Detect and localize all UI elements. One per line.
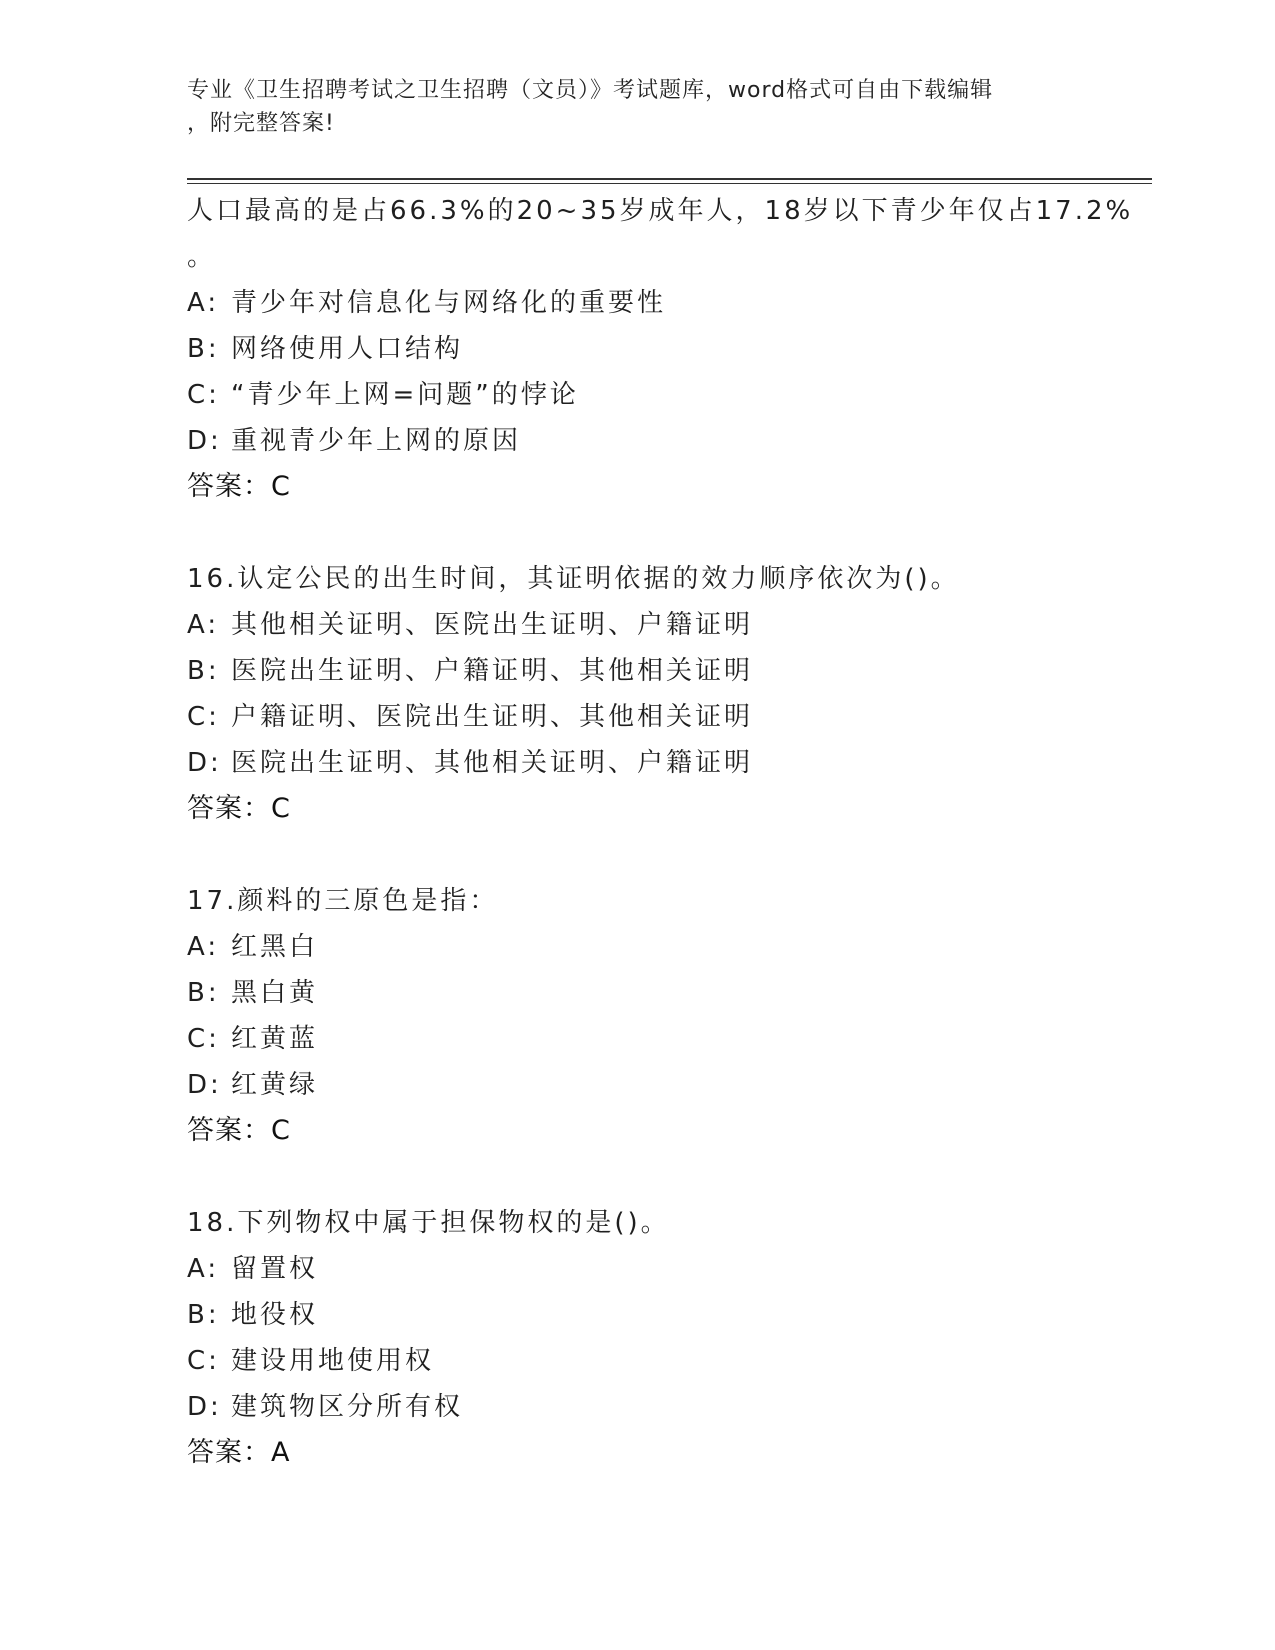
option-text: 青少年对信息化与网络化的重要性 [231,288,667,318]
header-line-1: 专业《卫生招聘考试之卫生招聘（文员）》考试题库，word格式可自由下载编辑 [187,78,994,103]
option-c [187,694,1152,740]
option-text: 户籍证明、医院出生证明、其他相关证明 [231,702,754,732]
option-text: 建设用地使用权 [231,1346,435,1376]
option-c [187,1016,1152,1062]
option-key: C: [187,380,220,410]
option-d [187,740,1152,786]
option-text: 地役权 [231,1300,319,1330]
option-text: 黑白黄 [231,978,319,1008]
option-key: C: [187,702,220,732]
answer-line: 答案：C [187,793,291,824]
option-text: “青少年上网=问题”的悖论 [231,380,579,410]
header-divider-thick [187,178,1152,180]
option-b [187,326,1152,372]
option-text: 医院出生证明、其他相关证明、户籍证明 [231,748,754,778]
option-d [187,1384,1152,1430]
option-d [187,418,1152,464]
option-text: 红黄蓝 [231,1024,319,1054]
option-b [187,1292,1152,1338]
option-d [187,1062,1152,1108]
option-key: A: [187,610,220,640]
option-key: D: [187,748,222,778]
option-text: 红黄绿 [231,1070,319,1100]
option-text: 留置权 [231,1254,319,1284]
answer-line: 答案：A [187,1437,291,1468]
option-key: C: [187,1346,220,1376]
option-key: D: [187,1070,222,1100]
question-stem: 16.认定公民的出生时间，其证明依据的效力顺序依次为()。 [187,564,960,594]
option-text: 医院出生证明、户籍证明、其他相关证明 [231,656,754,686]
question-stem: 17.颜料的三原色是指： [187,886,499,916]
option-b [187,970,1152,1016]
question-15 [187,188,1152,510]
option-b [187,648,1152,694]
question-17 [187,878,1152,1154]
option-a [187,280,1152,326]
option-key: A: [187,1254,220,1284]
answer-line: 答案：C [187,471,291,502]
option-text: 红黑白 [231,932,319,962]
header-line-2: ，附完整答案! [187,111,335,136]
header-divider-thin [187,183,1152,184]
option-key: B: [187,656,220,686]
option-key: A: [187,288,220,318]
question-list [187,188,1152,1476]
question-stem-line: 人口最高的是占66.3%的20~35岁成年人，18岁以下青少年仅占17.2% [187,196,1134,226]
answer-line: 答案：C [187,1115,291,1146]
option-text: 网络使用人口结构 [231,334,464,364]
option-key: B: [187,1300,220,1330]
option-key: A: [187,932,220,962]
option-key: B: [187,978,220,1008]
option-key: C: [187,1024,220,1054]
question-spacer [187,1154,1152,1200]
option-text: 建筑物区分所有权 [231,1392,464,1422]
question-stem-line: 。 [187,242,217,272]
question-stem: 18.下列物权中属于担保物权的是()。 [187,1208,670,1238]
document-header [187,74,1087,140]
option-c [187,1338,1152,1384]
option-a [187,602,1152,648]
question-spacer [187,510,1152,556]
option-c [187,372,1152,418]
option-text: 其他相关证明、医院出生证明、户籍证明 [231,610,754,640]
option-a [187,1246,1152,1292]
question-spacer [187,832,1152,878]
question-16 [187,556,1152,832]
option-a [187,924,1152,970]
option-key: D: [187,426,222,456]
option-text: 重视青少年上网的原因 [231,426,522,456]
question-18 [187,1200,1152,1476]
option-key: D: [187,1392,222,1422]
option-key: B: [187,334,220,364]
